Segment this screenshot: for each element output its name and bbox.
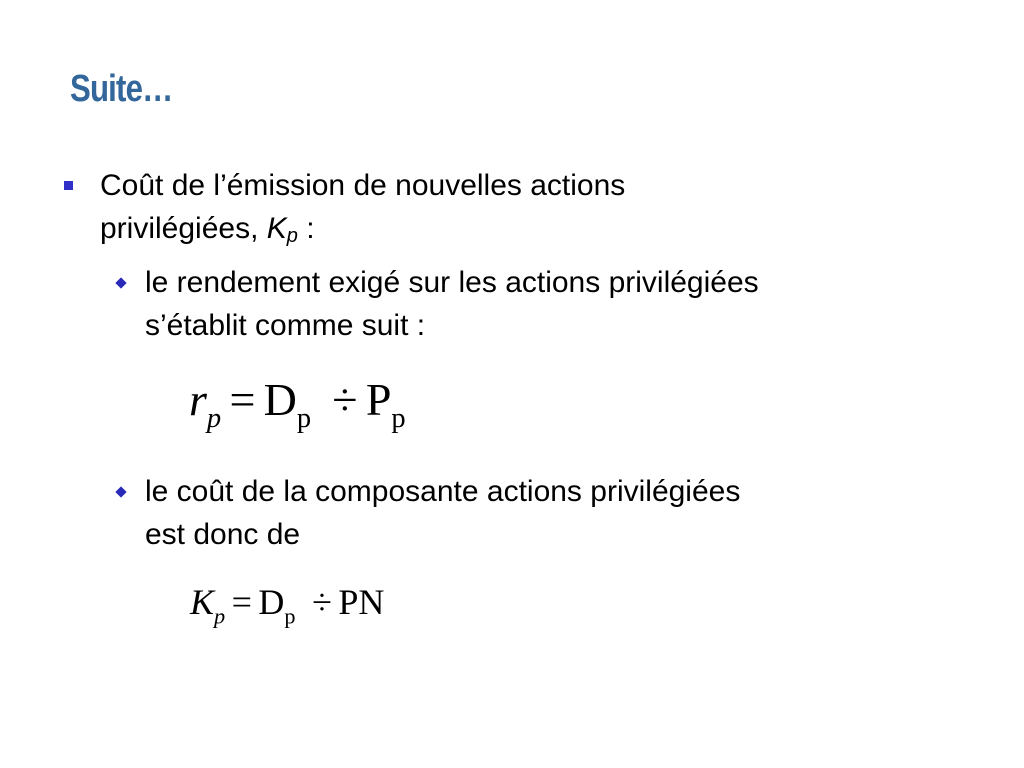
- bullet-line-2-prefix: privilégiées,: [100, 212, 267, 245]
- sub-bullet-1-line-1: le rendement exigé sur les actions privilégiées: [145, 266, 759, 299]
- diamond-bullet-icon: [115, 486, 126, 497]
- sub-bullet-component-cost: [145, 470, 740, 556]
- eq2-lhs-sub: p: [214, 603, 226, 629]
- sub-bullet-1-line-2: s’établit comme suit :: [145, 309, 426, 342]
- eq2-lhs-var: K: [190, 582, 215, 622]
- bullet-line-2: [100, 207, 625, 258]
- slide-title: Suite…: [70, 68, 173, 110]
- eq1-term1: D: [263, 374, 297, 425]
- eq1-term1-sub: p: [296, 402, 312, 434]
- eq1-term2-sub: p: [391, 402, 406, 434]
- eq2-equals: =: [231, 582, 252, 622]
- eq1-lhs-var: r: [189, 374, 207, 425]
- kp-symbol: [267, 212, 298, 245]
- eq2-term2: PN: [338, 582, 385, 622]
- eq1-equals: =: [229, 374, 256, 425]
- bullet-line-1: Coût de l’émission de nouvelles actions: [100, 169, 626, 202]
- sub-bullet-2-line-1: le coût de la composante actions privilégiées: [145, 475, 741, 508]
- equation-required-return: [189, 372, 406, 447]
- equation-component-cost: [190, 580, 384, 638]
- eq1-divide: ÷: [332, 374, 358, 425]
- eq2-term1-sub: p: [284, 603, 296, 629]
- sub-bullet-required-return: [145, 261, 759, 347]
- eq1-term2: P: [365, 374, 392, 425]
- sub-bullet-2-line-2: est donc de: [145, 518, 301, 551]
- kp-symbol-sub: p: [286, 225, 298, 247]
- eq2-divide: ÷: [312, 582, 332, 622]
- diamond-bullet-icon: [115, 277, 126, 288]
- bullet-cost-preferred-shares: [100, 164, 625, 258]
- eq2-term1: D: [258, 582, 285, 622]
- bullet-line-2-suffix: :: [297, 212, 315, 245]
- kp-symbol-main: K: [266, 212, 287, 245]
- eq1-lhs-sub: p: [206, 402, 222, 434]
- square-bullet-icon: [64, 181, 73, 190]
